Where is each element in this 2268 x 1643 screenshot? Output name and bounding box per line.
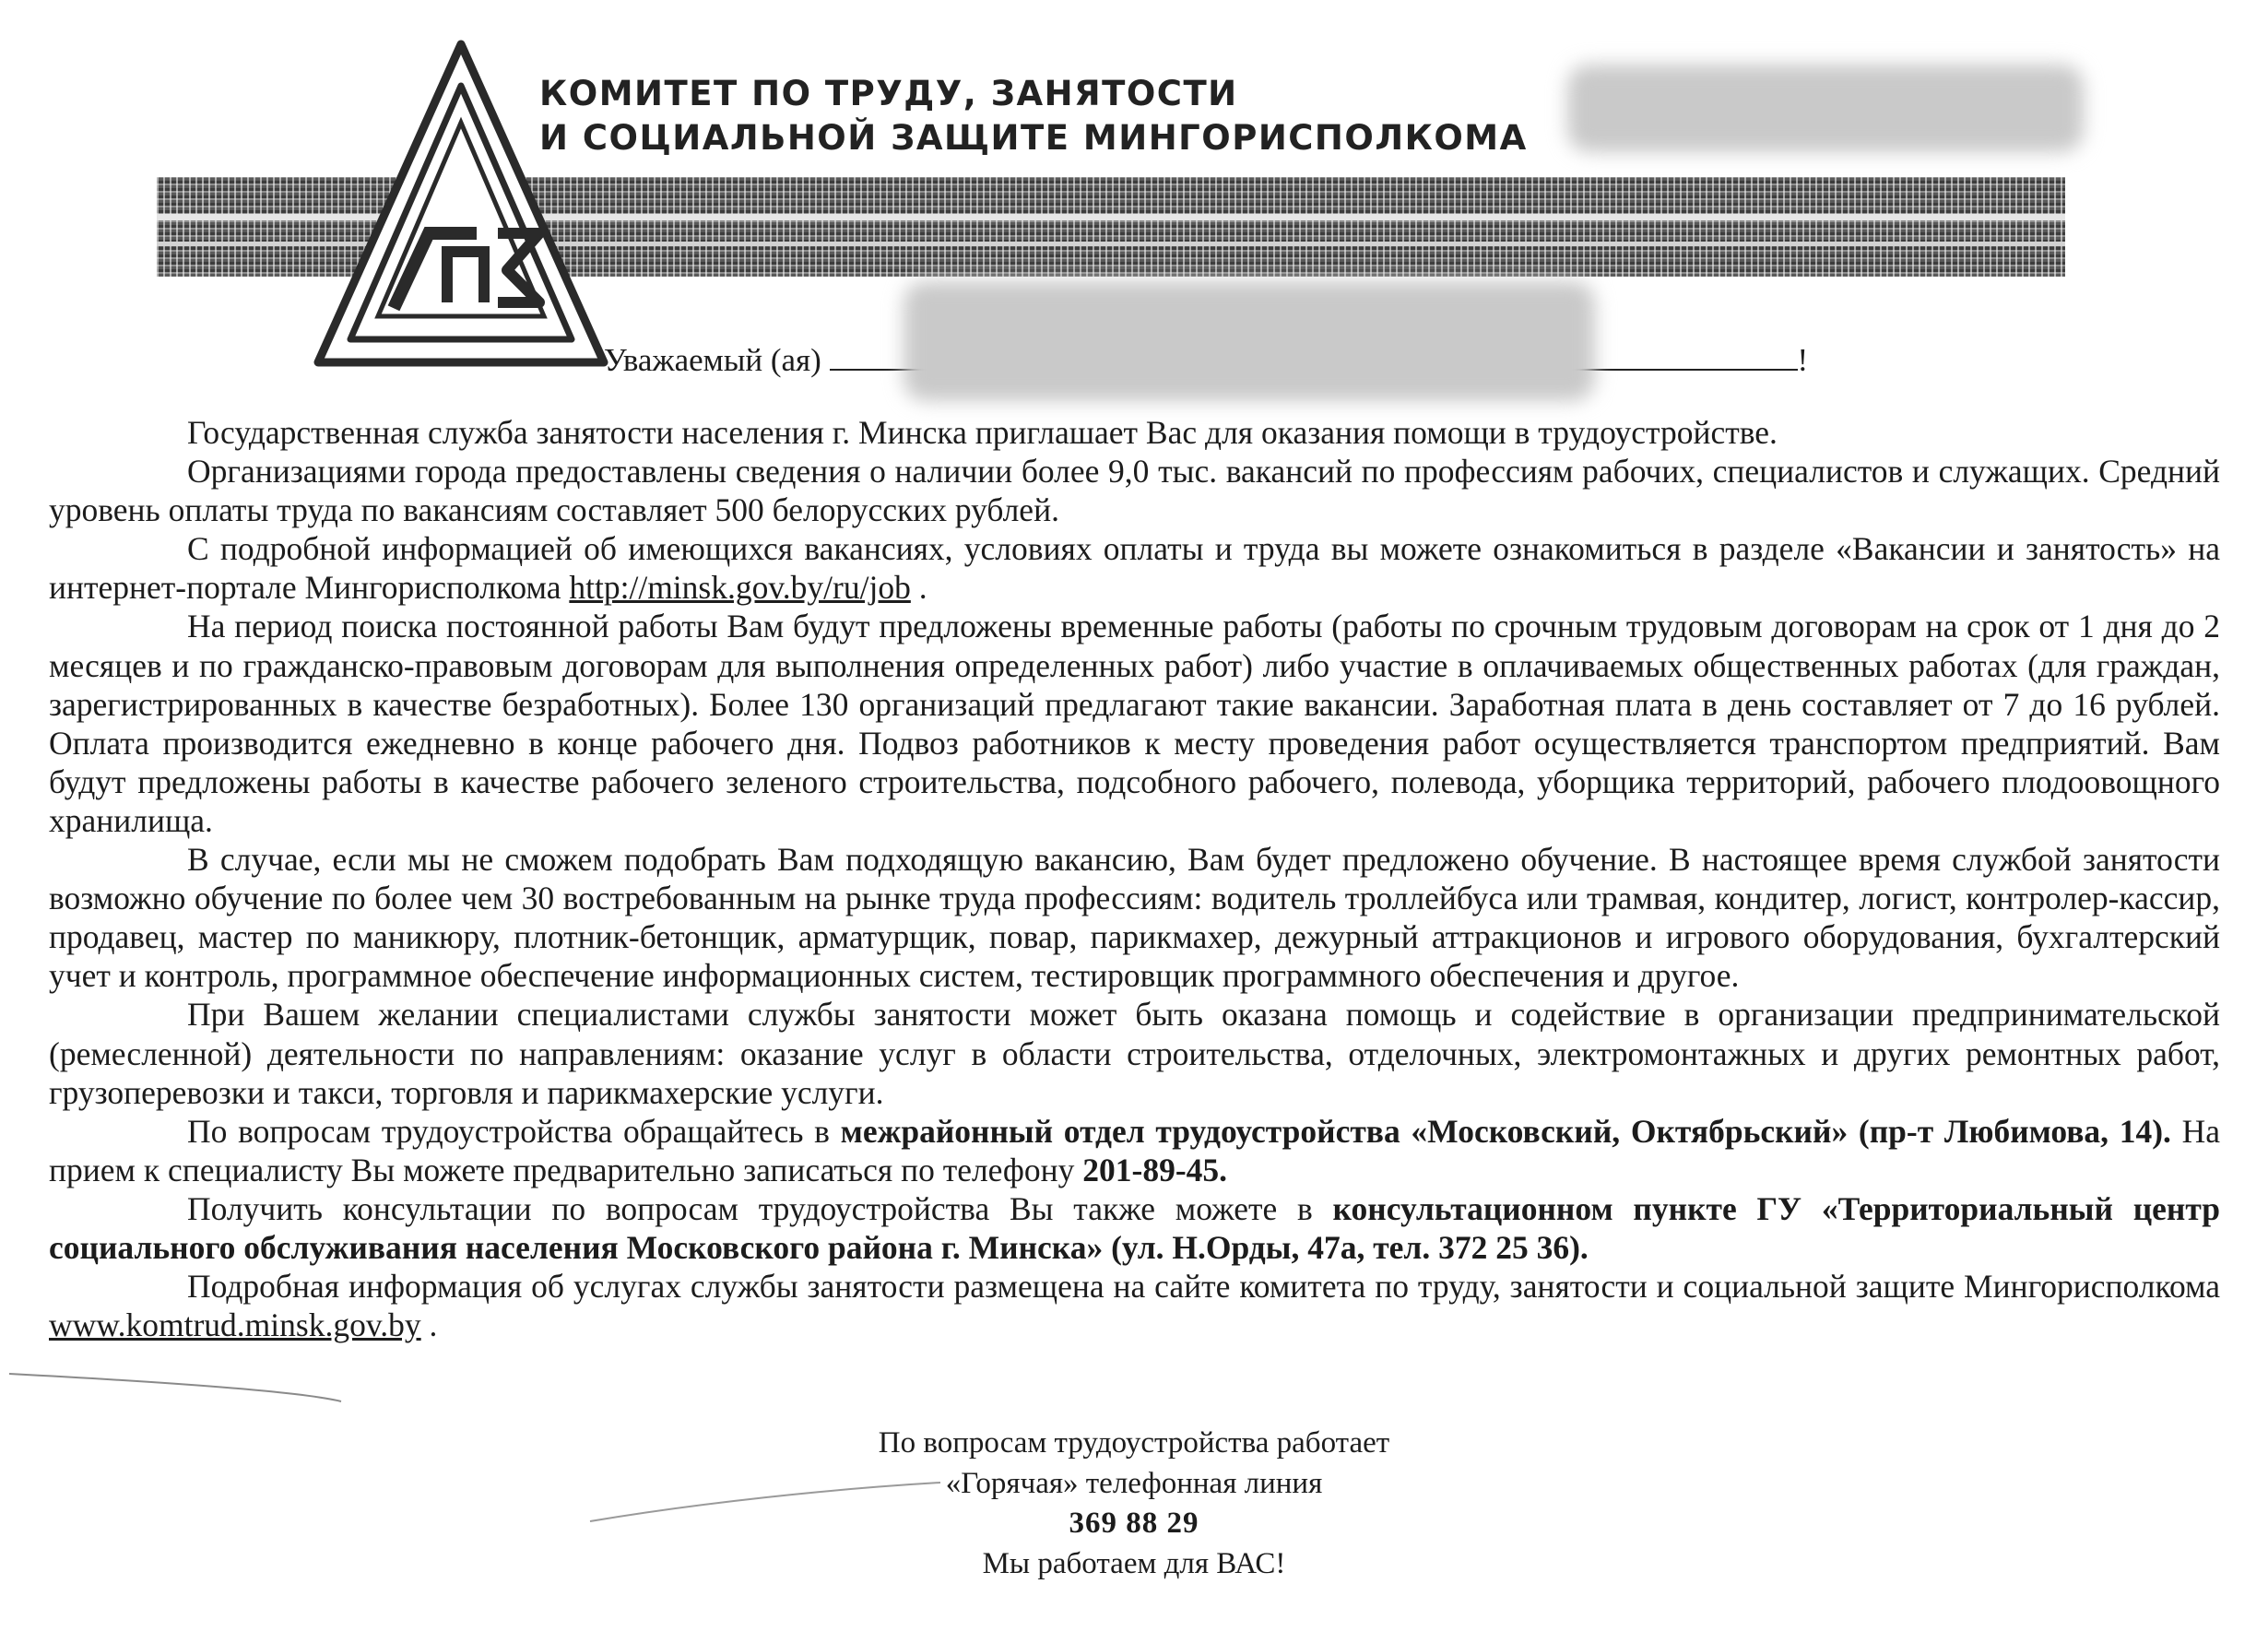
organization-name-line2: И СОЦИАЛЬНОЙ ЗАЩИТЕ МИНГОРИСПОЛКОМА — [539, 118, 1528, 158]
paragraph-entrepreneurship: При Вашем желании специалистами службы занятости может быть оказана помощь и содействие в организации предпринимательской (ремесленной) деятельности по направлениям: оказание услуг в области строительства, отделочных, электромонтажных и других ремонтных работ, грузоперевозки и такси, торговля и парикмахерские услуги. — [49, 996, 2220, 1111]
paragraph-portal-text: С подробной информацией об имеющихся вакансиях, условиях оплаты и труда вы можете ознакомиться в разделе «Вакансии и занятость» на интернет-портале Мингорисполкома — [49, 530, 2220, 607]
paragraph-temporary-work: На период поиска постоянной работы Вам будут предложены временные работы (работы по срочным трудовым договорам на срок от 1 дня до 2 месяцев и по гражданско-правовым договорам для выполнения определенных работ) либо участие в оплачиваемых общественных работах (для граждан, зарегистрированных в качестве безработных). Более 130 организаций предлагают такие вакансии. Заработная плата в день составляет от 7 до 16 рублей. Оплата производится ежедневно в конце рабочего дня. Подвоз работников к месту проведения работ осуществляется транспортом предприятий. Вам будут предложены работы в качестве рабочего зеленого строительства, подсобного рабочего, полевода, уборщика территорий, рабочего плодоовощного хранилища. — [49, 608, 2220, 839]
contact-office-name: межрайонный отдел трудоустройства «Московский, Октябрьский» (пр-т Любимова, 14). — [840, 1112, 2171, 1150]
contact-office-intro: По вопросам трудоустройства обращайтесь в — [187, 1112, 830, 1150]
footer-slogan: Мы работаем для ВАС! — [982, 1546, 1286, 1580]
footer-line-2: «Горячая» телефонная линия — [945, 1466, 1323, 1500]
letter-body — [49, 413, 2220, 1344]
redacted-area — [1567, 65, 2084, 152]
footer-line-1: По вопросам трудоустройства работает — [878, 1426, 1390, 1460]
redacted-recipient-name — [904, 281, 1595, 401]
paragraph-portal-end: . — [918, 569, 927, 607]
paragraph-website-end: . — [429, 1306, 438, 1344]
consultation-intro: Получить консультации по вопросам трудоустройства Вы также можете в — [187, 1189, 1313, 1227]
committee-website-link[interactable]: www.komtrud.minsk.gov.by — [49, 1306, 421, 1344]
consultation-center: консультационном пункте ГУ «Территориальный центр социального обслуживания населения Московского района г. Минска» (ул. Н.Орды, 47а, тел. 372 25 36). — [49, 1189, 2220, 1266]
paragraph-website-text: Подробная информация об услугах службы занятости размещена на сайте комитета по труду, занятости и социальной защите Мингорисполкома — [187, 1268, 2220, 1306]
greeting-prefix: Уважаемый (ая) — [604, 342, 821, 378]
paragraph-invitation: Государственная служба занятости населения г. Минска приглашает Вас для оказания помощи в трудоустройстве. — [187, 414, 1778, 451]
portal-link[interactable]: http://minsk.gov.by/ru/job — [569, 569, 911, 607]
hotline-footer — [673, 1424, 1595, 1584]
paragraph-portal — [49, 529, 2220, 607]
contact-office-appointment: На прием к специалисту Вы можете предварительно записаться по телефону — [49, 1112, 2221, 1188]
greeting-suffix: ! — [1797, 342, 1809, 378]
paragraph-website — [49, 1267, 2220, 1344]
hotline-phone: 369 88 29 — [1069, 1507, 1199, 1540]
organization-name-line1: КОМИТЕТ ПО ТРУДУ, ЗАНЯТОСТИ — [539, 74, 1238, 113]
organization-name — [539, 72, 1528, 160]
paragraph-contact-office — [49, 1112, 2220, 1189]
contact-office-phone: 201-89-45. — [1082, 1151, 1228, 1188]
paragraph-vacancies: Организациями города предоставлены сведения о наличии более 9,0 тыс. вакансий по профессиям рабочих, специалистов и служащих. Средний уровень оплаты труда по вакансиям составляет 500 белорусских рублей. — [49, 453, 2220, 529]
paragraph-training: В случае, если мы не сможем подобрать Вам подходящую вакансию, Вам будет предложено обучение. В настоящее время службой занятости возможно обучение по более чем 30 востребованным на рынке труда профессиям: водитель троллейбуса или трамвая, кондитер, логист, контролер-кассир, продавец, мастер по маникюру, плотник-бетонщик, арматурщик, повар, парикмахер, дежурный аттракционов и игрового оборудования, бухгалтерский учет и контроль, программное обеспечение информационных систем, тестировщик программного обеспечения и другое. — [49, 841, 2220, 995]
paragraph-consultation — [49, 1189, 2220, 1267]
